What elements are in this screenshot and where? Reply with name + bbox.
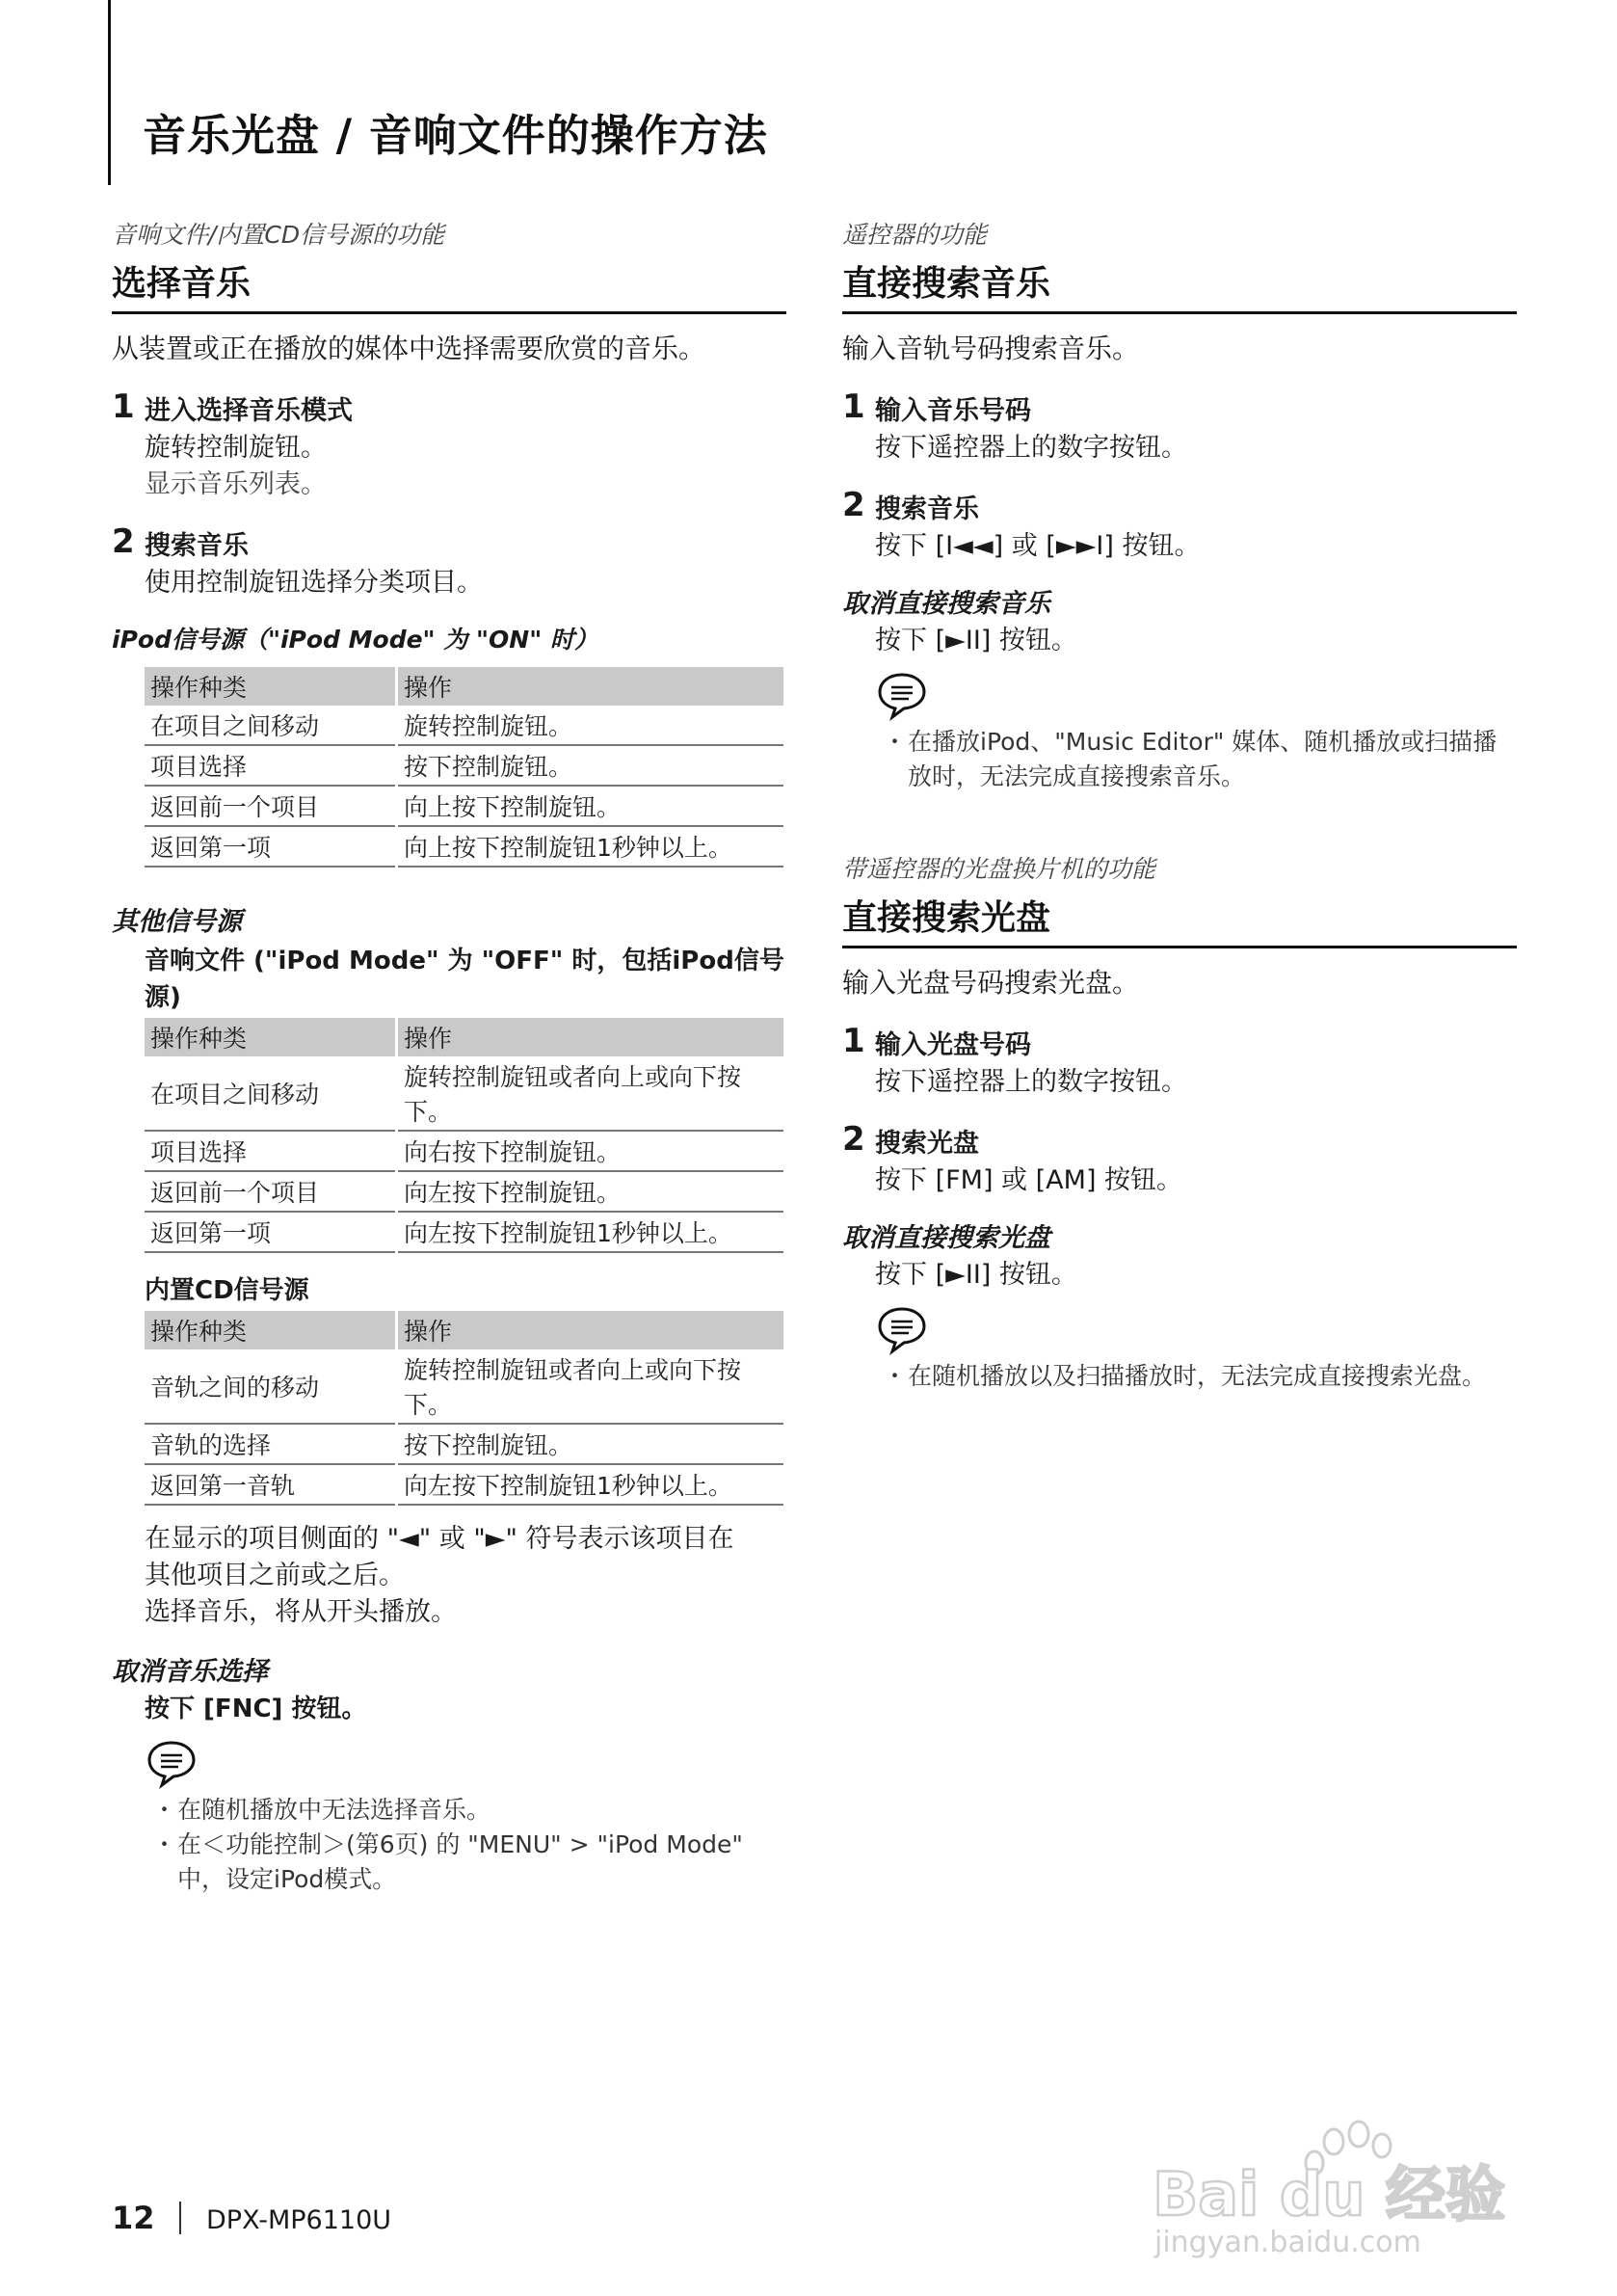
table-row	[145, 1056, 785, 1131]
step-number: 2	[112, 522, 135, 561]
step-title: 进入选择音乐模式	[145, 396, 353, 426]
step-2	[842, 1120, 1517, 1199]
section-caption: 遥控器的功能	[842, 221, 988, 249]
note-block	[842, 1294, 1517, 1394]
table-cell: 按下控制旋钮。	[397, 745, 785, 786]
table-row	[145, 1171, 785, 1212]
note-text: 在随机播放以及扫描播放时，无法完成直接搜索光盘。	[908, 1362, 1487, 1390]
table-cell: 音轨的选择	[145, 1424, 397, 1464]
table-row	[145, 745, 785, 786]
table-cell: 音轨之间的移动	[145, 1349, 397, 1424]
table-header-cell: 操作	[397, 667, 785, 706]
note-speech-bubble-icon	[875, 671, 929, 721]
section-title-direct-disc-search: 直接搜索光盘	[842, 891, 1517, 948]
table-row	[145, 826, 785, 867]
table-header-cell: 操作	[397, 1311, 785, 1349]
table-cell: 在项目之间移动	[145, 706, 397, 745]
table-cell: 旋转控制旋钮或者向上或向下按下。	[397, 1349, 785, 1424]
cancel-select-heading: 取消音乐选择	[112, 1657, 268, 1687]
table-row	[145, 786, 785, 826]
step-instruction: 按下遥控器上的数字按钮。	[875, 1067, 1187, 1097]
table-cell: 项目选择	[145, 1131, 397, 1171]
watermark-url: jingyan.baidu.com	[1154, 2226, 1421, 2259]
step-instruction: 按下 [I◄◄] 或 [►►I] 按钮。	[875, 531, 1201, 561]
note-text: 在播放iPod、"Music Editor" 媒体、随机播放或扫描播放时，无法完成直接搜索音乐。	[908, 728, 1498, 790]
section-intro: 输入音轨号码搜索音乐。	[842, 333, 1140, 364]
note-block	[842, 659, 1517, 794]
paragraph-line: 在显示的项目侧面的 "◄" 或 "►" 符号表示该项目在	[145, 1524, 734, 1554]
step-instruction: 按下 [FM] 或 [AM] 按钮。	[875, 1165, 1183, 1195]
section-caption: 音响文件/内置CD信号源的功能	[112, 221, 445, 249]
note-block	[112, 1727, 786, 1897]
table-header-cell: 操作	[397, 1018, 785, 1056]
table-header-cell: 操作种类	[145, 667, 397, 706]
note-item	[875, 1359, 1517, 1394]
table-cell: 返回第一项	[145, 826, 397, 867]
table-row	[145, 1349, 785, 1424]
step-title: 输入光盘号码	[875, 1030, 1031, 1060]
table-cell: 项目选择	[145, 745, 397, 786]
table-cell: 向左按下控制旋钮1秒钟以上。	[397, 1464, 785, 1505]
step-number: 1	[112, 387, 135, 426]
table-cell: 旋转控制旋钮或者向上或向下按下。	[397, 1056, 785, 1131]
note-bullet: ・	[152, 1830, 177, 1858]
step-2	[112, 522, 786, 601]
section-title-select-music: 选择音乐	[112, 256, 786, 314]
table-cell: 向左按下控制旋钮1秒钟以上。	[397, 1212, 785, 1252]
audio-file-heading: 音响文件 ("iPod Mode" 为 "OFF" 时，包括iPod信号源)	[145, 947, 784, 1012]
step-number: 1	[842, 387, 865, 426]
section-caption: 带遥控器的光盘换片机的功能	[842, 855, 1156, 883]
table-header-cell: 操作种类	[145, 1018, 397, 1056]
table-row	[145, 1464, 785, 1505]
note-bullet: ・	[883, 728, 908, 756]
symbol-explanation	[112, 1521, 786, 1631]
cancel-direct-disc-instruction: 按下 [►II] 按钮。	[875, 1260, 1077, 1290]
left-column	[112, 216, 786, 1897]
cd-operation-table	[145, 1311, 786, 1506]
ipod-source-heading: iPod信号源（"iPod Mode" 为 "ON" 时）	[112, 626, 598, 654]
table-row	[145, 1131, 785, 1171]
footer-divider	[179, 2202, 181, 2234]
step-number: 2	[842, 486, 865, 524]
disc-search-section	[842, 850, 1517, 1394]
paragraph-line: 选择音乐，将从开头播放。	[145, 1597, 457, 1627]
step-result: 显示音乐列表。	[145, 469, 327, 499]
top-vertical-rule	[108, 0, 111, 185]
cd-source-heading: 内置CD信号源	[145, 1276, 309, 1305]
step-title: 输入音乐号码	[875, 396, 1031, 426]
cancel-direct-music-instruction: 按下 [►II] 按钮。	[875, 626, 1077, 655]
table-cell: 返回第一音轨	[145, 1464, 397, 1505]
note-bullet: ・	[152, 1796, 177, 1824]
table-cell: 向上按下控制旋钮。	[397, 786, 785, 826]
cancel-direct-music-heading: 取消直接搜索音乐	[842, 589, 1050, 619]
table-cell: 向上按下控制旋钮1秒钟以上。	[397, 826, 785, 867]
step-instruction: 旋转控制旋钮。	[145, 433, 327, 463]
table-cell: 向右按下控制旋钮。	[397, 1131, 785, 1171]
step-2	[842, 486, 1517, 565]
table-cell: 向左按下控制旋钮。	[397, 1171, 785, 1212]
table-cell: 按下控制旋钮。	[397, 1424, 785, 1464]
table-header-row	[145, 1311, 785, 1349]
note-item	[145, 1828, 786, 1897]
section-intro: 从装置或正在播放的媒体中选择需要欣赏的音乐。	[112, 333, 706, 364]
table-cell: 返回第一项	[145, 1212, 397, 1252]
table-header-cell: 操作种类	[145, 1311, 397, 1349]
baidu-jingyan-watermark-logo	[1153, 2107, 1538, 2261]
cancel-direct-disc-heading: 取消直接搜索光盘	[842, 1223, 1050, 1253]
note-bullet: ・	[883, 1362, 908, 1390]
page-title: 音乐光盘 / 音响文件的操作方法	[143, 110, 768, 161]
audio-operation-table	[145, 1018, 786, 1253]
table-header-row	[145, 1018, 785, 1056]
right-column	[842, 216, 1517, 1394]
note-speech-bubble-icon	[145, 1739, 199, 1789]
page-number: 12	[112, 2200, 155, 2236]
table-header-row	[145, 667, 785, 706]
step-1	[842, 1022, 1517, 1101]
step-title: 搜索音乐	[875, 494, 979, 524]
step-instruction: 使用控制旋钮选择分类项目。	[145, 568, 483, 598]
step-number: 1	[842, 1022, 865, 1060]
section-intro: 输入光盘号码搜索光盘。	[842, 967, 1140, 999]
table-cell: 返回前一个项目	[145, 786, 397, 826]
note-item	[145, 1793, 786, 1828]
note-text: 在＜功能控制＞(第6页) 的 "MENU" > "iPod Mode" 中，设定iPod模式。	[177, 1830, 743, 1893]
table-row	[145, 1212, 785, 1252]
table-row	[145, 1424, 785, 1464]
step-number: 2	[842, 1120, 865, 1159]
table-cell: 旋转控制旋钮。	[397, 706, 785, 745]
note-speech-bubble-icon	[875, 1305, 929, 1355]
cancel-select-instruction: 按下 [FNC] 按钮。	[145, 1695, 367, 1723]
model-name: DPX-MP6110U	[206, 2205, 392, 2235]
step-title: 搜索光盘	[875, 1129, 979, 1159]
section-title-direct-music-search: 直接搜索音乐	[842, 256, 1517, 314]
note-text: 在随机播放中无法选择音乐。	[177, 1796, 491, 1824]
note-item	[875, 725, 1517, 794]
paragraph-line: 其他项目之前或之后。	[145, 1561, 405, 1590]
step-title: 搜索音乐	[145, 531, 249, 561]
ipod-operation-table	[145, 667, 786, 868]
watermark-brand: Bai du 经验	[1153, 2159, 1506, 2229]
step-1	[842, 387, 1517, 467]
table-cell: 返回前一个项目	[145, 1171, 397, 1212]
other-source-heading: 其他信号源	[112, 907, 242, 937]
step-1	[112, 387, 786, 503]
table-row	[145, 706, 785, 745]
table-cell: 在项目之间移动	[145, 1056, 397, 1131]
step-instruction: 按下遥控器上的数字按钮。	[875, 433, 1187, 463]
